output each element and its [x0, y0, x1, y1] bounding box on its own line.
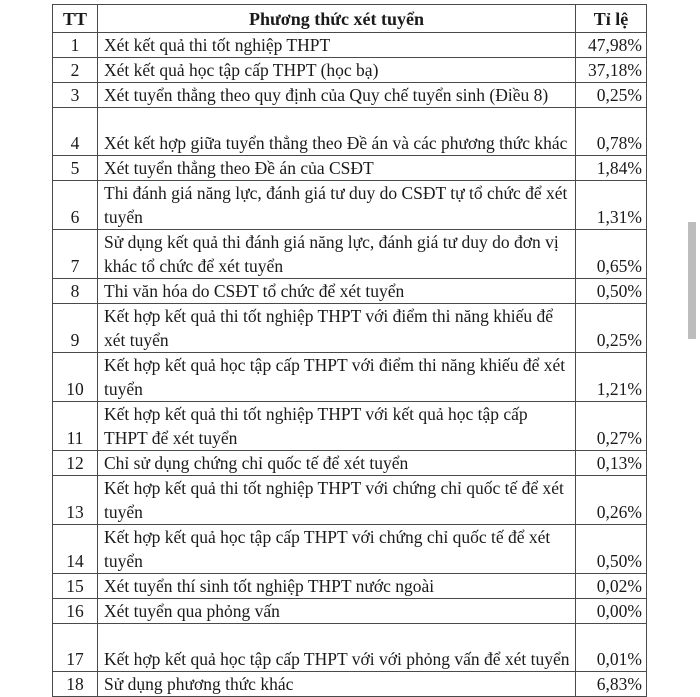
header-tt: TT — [53, 5, 98, 33]
row-number: 7 — [53, 230, 98, 279]
row-rate: 0,25% — [576, 304, 647, 353]
row-number: 9 — [53, 304, 98, 353]
table-row — [53, 402, 647, 451]
row-method: Kết hợp kết quả thi tốt nghiệp THPT với chứng chỉ quốc tế để xét tuyển — [98, 476, 576, 525]
clipped-preceding-text — [52, 0, 646, 3]
row-number: 13 — [53, 476, 98, 525]
row-number: 11 — [53, 402, 98, 451]
row-method: Kết hợp kết quả thi tốt nghiệp THPT với kết quả học tập cấp THPT để xét tuyển — [98, 402, 576, 451]
row-method: Chỉ sử dụng chứng chỉ quốc tế để xét tuyển — [98, 451, 576, 476]
row-method: Thi văn hóa do CSĐT tổ chức để xét tuyển — [98, 279, 576, 304]
row-rate: 1,84% — [576, 156, 647, 181]
table-row — [53, 33, 647, 58]
row-rate: 0,65% — [576, 230, 647, 279]
row-method: Xét kết quả thi tốt nghiệp THPT — [98, 33, 576, 58]
row-rate: 0,78% — [576, 108, 647, 156]
row-rate: 0,50% — [576, 279, 647, 304]
row-rate: 47,98% — [576, 33, 647, 58]
row-method: Xét tuyển qua phỏng vấn — [98, 599, 576, 624]
table-row — [53, 230, 647, 279]
header-row — [53, 5, 647, 33]
row-number: 10 — [53, 353, 98, 402]
row-method: Kết hợp kết quả học tập cấp THPT với điểm thi năng khiếu để xét tuyển — [98, 353, 576, 402]
table-row — [53, 58, 647, 83]
row-method: Xét kết hợp giữa tuyển thẳng theo Đề án và các phương thức khác — [98, 108, 576, 156]
row-rate: 0,02% — [576, 574, 647, 599]
header-method: Phương thức xét tuyển — [98, 5, 576, 33]
row-method: Kết hợp kết quả học tập cấp THPT với với phỏng vấn để xét tuyển — [98, 624, 576, 672]
table-row — [53, 279, 647, 304]
row-rate: 6,83% — [576, 672, 647, 697]
table-row — [53, 108, 647, 156]
row-method: Sử dụng phương thức khác — [98, 672, 576, 697]
row-rate: 0,26% — [576, 476, 647, 525]
table-row — [53, 304, 647, 353]
row-method: Kết hợp kết quả học tập cấp THPT với chứng chỉ quốc tế để xét tuyển — [98, 525, 576, 574]
header-rate: Tỉ lệ — [576, 5, 647, 33]
row-rate: 37,18% — [576, 58, 647, 83]
row-rate: 0,13% — [576, 451, 647, 476]
row-number: 8 — [53, 279, 98, 304]
row-method: Thi đánh giá năng lực, đánh giá tư duy do CSĐT tự tổ chức để xét tuyển — [98, 181, 576, 230]
table-row — [53, 83, 647, 108]
row-rate: 0,27% — [576, 402, 647, 451]
row-rate: 0,01% — [576, 624, 647, 672]
row-rate: 1,31% — [576, 181, 647, 230]
table-row — [53, 451, 647, 476]
row-rate: 0,25% — [576, 83, 647, 108]
row-method: Xét tuyển thí sinh tốt nghiệp THPT nước ngoài — [98, 574, 576, 599]
row-method: Sử dụng kết quả thi đánh giá năng lực, đánh giá tư duy do đơn vị khác tổ chức để xét tuyển — [98, 230, 576, 279]
scrollbar-thumb[interactable] — [688, 222, 696, 339]
row-rate: 1,21% — [576, 353, 647, 402]
row-number: 2 — [53, 58, 98, 83]
row-number: 18 — [53, 672, 98, 697]
table-row — [53, 181, 647, 230]
row-number: 12 — [53, 451, 98, 476]
row-method: Xét tuyển thẳng theo quy định của Quy chế tuyển sinh (Điều 8) — [98, 83, 576, 108]
row-number: 15 — [53, 574, 98, 599]
row-number: 3 — [53, 83, 98, 108]
row-number: 14 — [53, 525, 98, 574]
row-method: Xét tuyển thẳng theo Đề án của CSĐT — [98, 156, 576, 181]
table-row — [53, 476, 647, 525]
table-row — [53, 672, 647, 697]
row-rate: 0,00% — [576, 599, 647, 624]
row-number: 4 — [53, 108, 98, 156]
row-number: 17 — [53, 624, 98, 672]
row-method: Kết hợp kết quả thi tốt nghiệp THPT với điểm thi năng khiếu để xét tuyển — [98, 304, 576, 353]
table-row — [53, 353, 647, 402]
table-row — [53, 574, 647, 599]
row-number: 5 — [53, 156, 98, 181]
row-rate: 0,50% — [576, 525, 647, 574]
table-row — [53, 624, 647, 672]
row-number: 1 — [53, 33, 98, 58]
admission-methods-table — [52, 4, 647, 697]
row-number: 6 — [53, 181, 98, 230]
table-row — [53, 599, 647, 624]
row-method: Xét kết quả học tập cấp THPT (học bạ) — [98, 58, 576, 83]
table-row — [53, 525, 647, 574]
table-row — [53, 156, 647, 181]
row-number: 16 — [53, 599, 98, 624]
